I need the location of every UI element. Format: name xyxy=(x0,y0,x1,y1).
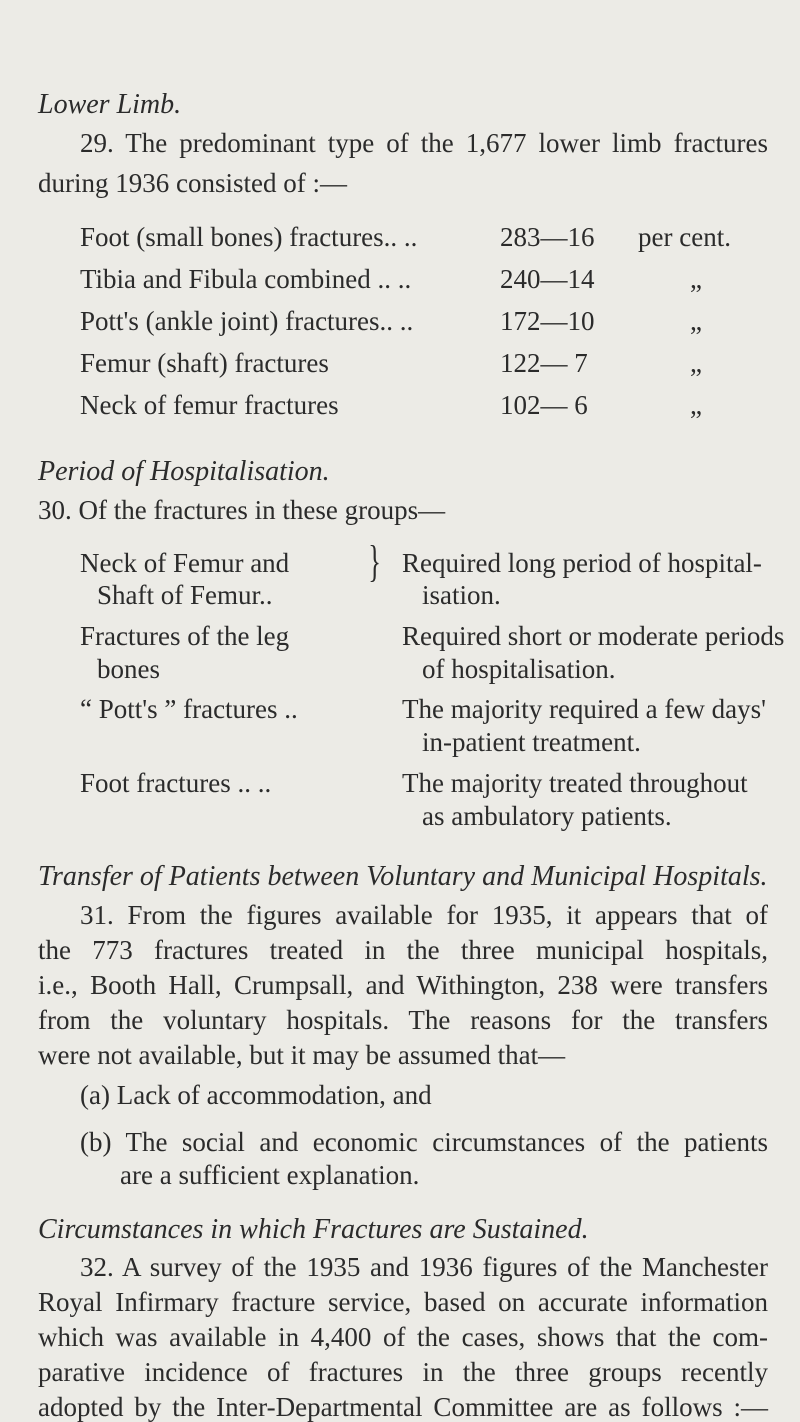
fracture-label: Tibia and Fibula combined .. .. xyxy=(80,264,412,294)
fracture-unit: „ xyxy=(690,390,702,420)
reason-b: are a sufficient explanation. xyxy=(120,1160,420,1190)
fracture-label: Pott's (ankle joint) fractures.. .. xyxy=(80,306,414,336)
period-label: Foot fractures .. .. xyxy=(80,768,272,798)
para32-line: parative incidence of fractures in the three groups recently xyxy=(38,1357,768,1387)
fracture-unit: per cent. xyxy=(638,222,731,252)
fracture-label: Neck of femur fractures xyxy=(80,390,339,420)
period-text: isation. xyxy=(422,580,501,610)
heading-period: Period of Hospitalisation. xyxy=(38,456,330,487)
fracture-unit: „ xyxy=(690,306,702,336)
heading-transfer: Transfer of Patients between Voluntary and Municipal Hospitals. xyxy=(38,861,768,892)
period-label: “ Pott's ” fractures .. xyxy=(80,694,298,724)
fracture-value: 172—10 xyxy=(500,306,595,336)
period-text: Required long period of hospital- xyxy=(402,548,762,578)
fracture-value: 102— 6 xyxy=(500,390,588,420)
period-text: The majority treated throughout xyxy=(402,768,748,798)
reason-a: (a) Lack of accommodation, and xyxy=(80,1080,432,1110)
period-text: Required short or moderate periods xyxy=(402,621,785,651)
period-label: Neck of Femur and xyxy=(80,548,290,578)
para30-intro: 30. Of the fractures in these groups— xyxy=(38,495,446,525)
fracture-label: Femur (shaft) fractures xyxy=(80,348,329,378)
para32-line: adopted by the Inter-Departmental Committee are as follows :— xyxy=(38,1392,768,1422)
period-text: of hospitalisation. xyxy=(422,654,616,684)
period-text: in-patient treatment. xyxy=(422,727,641,757)
para31-line: the 773 fractures treated in the three municipal hospitals, xyxy=(38,935,768,965)
para29-line1: 29. The predominant type of the 1,677 lower limb fractures xyxy=(80,128,768,158)
para31-line: i.e., Booth Hall, Crumpsall, and Withington, 238 were transfers xyxy=(38,970,768,1000)
para32-line: which was available in 4,400 of the cases, shows that the com- xyxy=(38,1322,768,1352)
para31-line: 31. From the figures available for 1935, it appears that of xyxy=(80,900,768,930)
para29-line2: during 1936 consisted of :— xyxy=(38,168,347,198)
para32-line: Royal Infirmary fracture service, based on accurate information xyxy=(38,1287,768,1317)
period-label: Shaft of Femur.. xyxy=(97,580,273,610)
heading-lower-limb: Lower Limb. xyxy=(38,89,182,120)
fracture-unit: „ xyxy=(690,348,702,378)
fracture-value: 283—16 xyxy=(500,222,595,252)
reason-b: (b) The social and economic circumstances of the patients xyxy=(80,1127,768,1157)
fracture-unit: „ xyxy=(690,264,702,294)
fracture-label: Foot (small bones) fractures.. .. xyxy=(80,222,418,252)
period-text: The majority required a few days' xyxy=(402,694,766,724)
period-label: Fractures of the leg xyxy=(80,621,290,651)
heading-circumstances: Circumstances in which Fractures are Sustained. xyxy=(38,1214,589,1245)
brace-open: } xyxy=(368,537,381,586)
para32-line: 32. A survey of the 1935 and 1936 figures of the Manchester xyxy=(80,1252,768,1282)
para31-line: were not available, but it may be assumed that— xyxy=(38,1040,566,1070)
fracture-value: 122— 7 xyxy=(500,348,588,378)
fracture-value: 240—14 xyxy=(500,264,595,294)
para31-line: from the voluntary hospitals. The reasons for the transfers xyxy=(38,1005,768,1035)
period-text: as ambulatory patients. xyxy=(422,801,672,831)
period-label: bones xyxy=(97,654,160,684)
